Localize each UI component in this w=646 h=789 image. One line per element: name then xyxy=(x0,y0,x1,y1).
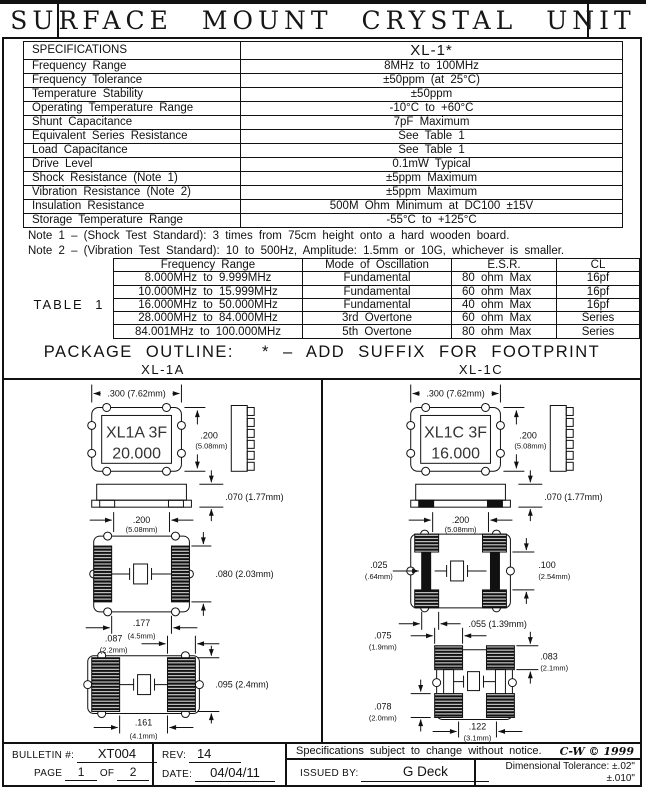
package-outline-drawings xyxy=(4,378,640,744)
dim-body-height-mm: (5.08mm) xyxy=(195,441,228,451)
table-row xyxy=(24,144,623,158)
table-row xyxy=(24,88,623,102)
page-total: 2 xyxy=(117,766,149,781)
note-1: Note 1 – (Shock Test Standard): 3 times from 75cm height onto a hard wooden board. xyxy=(28,230,510,242)
part-marking-line2: 20.000 xyxy=(112,445,161,463)
rev-label: REV: xyxy=(162,750,187,761)
xl1c-side-view xyxy=(411,484,511,507)
table-row xyxy=(24,214,623,228)
crystal-symbol xyxy=(112,564,172,584)
table-row xyxy=(24,42,623,60)
table1-header: Mode of Oscillation xyxy=(303,259,452,272)
t1-cell: 84.001MHz to 100.000MHz xyxy=(114,325,303,338)
t1-cell: 16pf xyxy=(557,298,640,311)
spec-value: 7pF Maximum xyxy=(241,116,623,130)
xl-1a-drawing xyxy=(4,380,321,742)
table-row xyxy=(114,298,640,311)
xl1c-land-pattern xyxy=(433,646,517,720)
spec-value: See Table 1 xyxy=(241,130,623,144)
dim-pad-gap-mm: (4.5mm) xyxy=(127,631,156,641)
spec-value: 8MHz to 100MHz xyxy=(241,60,623,74)
t1-cell: 8.000MHz to 9.999MHz xyxy=(114,272,303,285)
dim-body-height-in: .200 xyxy=(200,430,218,441)
t1-cell: Fundamental xyxy=(303,272,452,285)
table-row xyxy=(24,102,623,116)
dim-land-pad-height: .095 (2.4mm) xyxy=(215,679,269,690)
spec-value: ±50ppm (at 25°C) xyxy=(241,74,623,88)
xl1c-bottom-view xyxy=(407,530,515,612)
part-marking-line1: XL1A 3F xyxy=(106,424,168,442)
page-field xyxy=(34,766,149,781)
of-label: OF xyxy=(99,768,115,779)
package-label-xl1c: XL-1C xyxy=(322,362,640,377)
table1-header: CL xyxy=(557,259,640,272)
dim-thickness: .070 (1.77mm) xyxy=(544,492,603,503)
dim-pad-height-in: .100 xyxy=(538,559,556,570)
t1-cell: 60 ohm Max xyxy=(452,312,557,325)
dim-land-pad-width-in: .075 xyxy=(374,630,392,641)
dim-pad-height: .080 (2.03mm) xyxy=(215,568,274,579)
date-label: DATE: xyxy=(162,769,193,780)
table1-header: E.S.R. xyxy=(452,259,557,272)
xl1a-end-view xyxy=(231,405,254,471)
notes-block xyxy=(28,229,564,259)
bulletin-label: BULLETIN #: xyxy=(12,750,75,761)
xl-1c-drawing xyxy=(323,380,640,742)
date-field xyxy=(162,766,275,782)
dimensional-tolerance xyxy=(506,761,636,785)
table-row xyxy=(24,74,623,88)
spec-label: Shock Resistance (Note 1) xyxy=(24,172,241,186)
dim-pad-gap-in: .177 xyxy=(132,617,151,628)
crystal-symbol xyxy=(120,675,168,695)
spec-label: Equivalent Series Resistance xyxy=(24,130,241,144)
spec-value: 500M Ohm Minimum at DC100 ±15V xyxy=(241,200,623,214)
date-value: 04/04/11 xyxy=(195,766,275,782)
table-1 xyxy=(113,258,640,339)
table-row xyxy=(24,172,623,186)
spec-label: Frequency Tolerance xyxy=(24,74,241,88)
spec-label: Vibration Resistance (Note 2) xyxy=(24,186,241,200)
part-marking-line1: XL1C 3F xyxy=(424,424,488,442)
copyright: C-W © 1999 xyxy=(559,745,634,758)
package-outline-title: PACKAGE OUTLINE: xyxy=(43,343,234,361)
dim-body-width: .300 (7.62mm) xyxy=(107,388,166,399)
tolerance-value-1: ±.02" xyxy=(612,761,635,772)
table-row xyxy=(114,325,640,338)
rev-field xyxy=(162,747,241,763)
crystal-symbol xyxy=(454,672,496,691)
rev-value: 14 xyxy=(189,747,241,763)
spec-value: ±5ppm Maximum xyxy=(241,186,623,200)
spec-value: ±50ppm xyxy=(241,88,623,102)
table-row xyxy=(24,130,623,144)
package-outline-heading xyxy=(4,343,640,362)
dim-body-width: .300 (7.62mm) xyxy=(426,388,485,399)
table-row xyxy=(24,186,623,200)
part-marking-line2: 16.000 xyxy=(431,445,480,463)
dim-land-pad-width-mm: (1.9mm) xyxy=(368,642,397,652)
table-row xyxy=(114,259,640,272)
dim-land-gap-in: .161 xyxy=(134,717,153,728)
spec-label: Frequency Range xyxy=(24,60,241,74)
title-box xyxy=(10,4,636,37)
title-block-footer xyxy=(4,744,640,785)
spec-label: Temperature Stability xyxy=(24,88,241,102)
bulletin-field xyxy=(12,747,157,763)
footer-divider xyxy=(285,744,287,785)
change-notice: Specifications subject to change without notice. xyxy=(296,745,542,757)
spec-label: Drive Level xyxy=(24,158,241,172)
table-row xyxy=(24,158,623,172)
t1-cell: 80 ohm Max xyxy=(452,272,557,285)
t1-cell: 16.000MHz to 50.000MHz xyxy=(114,298,303,311)
tolerance-label: Dimensional Tolerance: xyxy=(505,761,610,772)
xl1a-bottom-view xyxy=(90,532,194,616)
content-frame xyxy=(2,37,642,787)
dim-body-height-in: .200 xyxy=(519,430,537,441)
page-number: 1 xyxy=(65,766,97,781)
t1-cell: Series xyxy=(557,312,640,325)
xl1c-dimension-labels xyxy=(365,389,603,742)
spec-value: See Table 1 xyxy=(241,144,623,158)
spec-label: SPECIFICATIONS xyxy=(24,42,241,60)
t1-cell: 80 ohm Max xyxy=(452,325,557,338)
table-row xyxy=(24,116,623,130)
xl1a-land-pattern xyxy=(84,652,204,718)
spec-model-value: XL-1* xyxy=(241,42,623,60)
t1-cell: 28.000MHz to 84.000MHz xyxy=(114,312,303,325)
spec-label: Storage Temperature Range xyxy=(24,214,241,228)
specifications-table xyxy=(23,41,623,228)
dim-pad-offset: .055 (1.39mm) xyxy=(468,618,527,629)
suffix-note: * – ADD SUFFIX FOR FOOTPRINT xyxy=(261,343,601,361)
table-row xyxy=(114,285,640,298)
t1-cell: Fundamental xyxy=(303,298,452,311)
dim-bar-width-mm: (.64mm) xyxy=(364,571,393,581)
note-2: Note 2 – (Vibration Test Standard): 10 to 500Hz, Amplitude: 1.5mm or 10G, whichever is smaller. xyxy=(28,245,565,257)
dim-pad-pitch-mm: (5.08mm) xyxy=(444,525,477,535)
dim-land-gap-in: .122 xyxy=(468,721,487,732)
spec-label: Load Capacitance xyxy=(24,144,241,158)
t1-cell: 16pf xyxy=(557,272,640,285)
t1-cell: 40 ohm Max xyxy=(452,298,557,311)
dim-land-gap-mm: (4.1mm) xyxy=(129,731,158,741)
t1-cell: 3rd Overtone xyxy=(303,312,452,325)
package-label-xl1a: XL-1A xyxy=(4,362,322,377)
spec-label: Insulation Resistance xyxy=(24,200,241,214)
t1-cell: Series xyxy=(557,325,640,338)
issued-by-field xyxy=(300,765,489,782)
dim-land-pad-width-mm: (2.2mm) xyxy=(99,645,128,655)
table-row xyxy=(114,272,640,285)
table-row xyxy=(114,312,640,325)
table1-label: TABLE 1 xyxy=(33,297,105,312)
xl1c-end-view xyxy=(550,405,573,471)
xl1a-side-view xyxy=(92,484,192,507)
spec-value: ±5ppm Maximum xyxy=(241,172,623,186)
table-row xyxy=(24,60,623,74)
dim-pad-pitch-in: .200 xyxy=(132,515,151,526)
page-title: SURFACE MOUNT CRYSTAL UNIT xyxy=(10,6,636,35)
t1-cell: 60 ohm Max xyxy=(452,285,557,298)
spec-value: -10°C to +60°C xyxy=(241,102,623,116)
dim-land-row-mm: (2.0mm) xyxy=(368,713,397,723)
dim-thickness: .070 (1.77mm) xyxy=(225,492,284,503)
spec-label: Operating Temperature Range xyxy=(24,102,241,116)
crystal-symbol xyxy=(435,561,487,581)
dim-land-pad-height-in: .083 xyxy=(540,651,558,662)
dim-pad-height-mm: (2.54mm) xyxy=(538,571,571,581)
dim-land-pad-width-in: .087 xyxy=(104,633,123,644)
spec-value: 0.1mW Typical xyxy=(241,158,623,172)
page-label: PAGE xyxy=(34,768,63,779)
dim-body-height-mm: (5.08mm) xyxy=(514,441,547,451)
t1-cell: 10.000MHz to 15.999MHz xyxy=(114,285,303,298)
footer-divider xyxy=(285,758,640,760)
spec-value: -55°C to +125°C xyxy=(241,214,623,228)
t1-cell: 16pf xyxy=(557,285,640,298)
t1-cell: 5th Overtone xyxy=(303,325,452,338)
issued-by-value: G Deck xyxy=(361,765,489,782)
table1-header: Frequency Range xyxy=(114,259,303,272)
spec-label: Shunt Capacitance xyxy=(24,116,241,130)
bulletin-value: XT004 xyxy=(77,747,157,763)
dim-land-pad-height-mm: (2.1mm) xyxy=(540,663,569,673)
table-row xyxy=(24,200,623,214)
issued-by-label: ISSUED BY: xyxy=(300,768,359,779)
dim-land-gap-mm: (3.1mm) xyxy=(463,733,492,742)
tolerance-value-2: ±.010" xyxy=(606,773,635,784)
dim-pad-pitch-in: .200 xyxy=(451,515,470,526)
dim-land-row-in: .078 xyxy=(374,701,392,712)
t1-cell: Fundamental xyxy=(303,285,452,298)
dim-pad-pitch-mm: (5.08mm) xyxy=(125,525,158,535)
dim-bar-width-in: .025 xyxy=(370,559,388,570)
